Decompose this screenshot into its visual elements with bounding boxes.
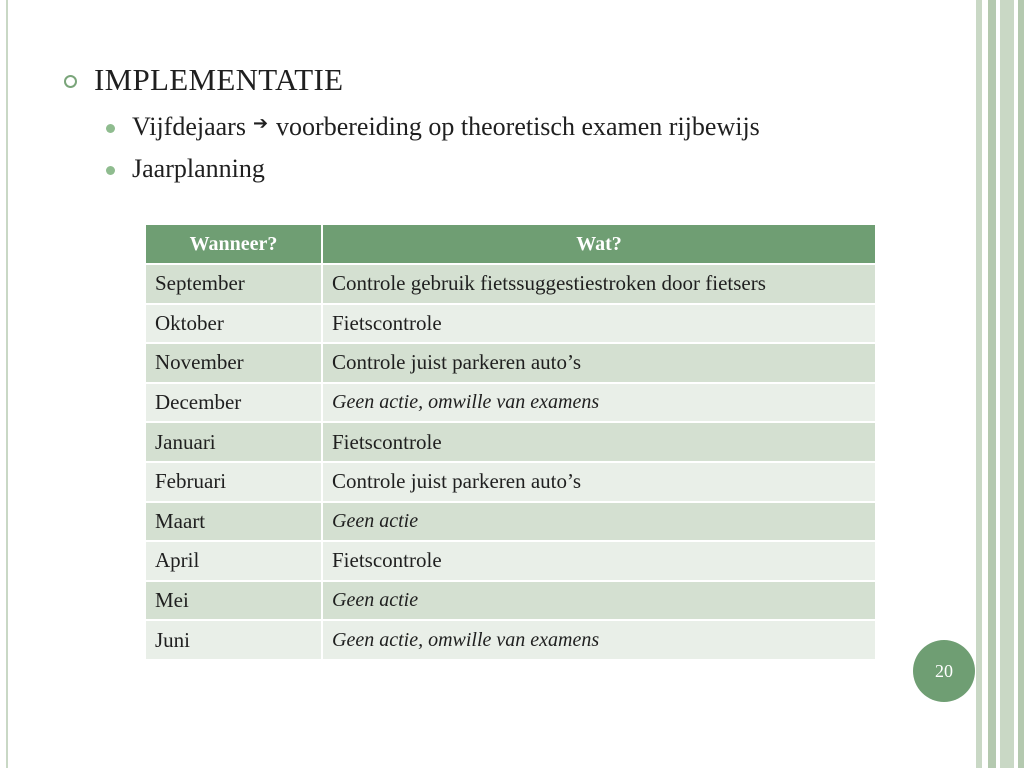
- slide-heading: IMPLEMENTATIE: [94, 62, 344, 97]
- year-planning-table: [144, 223, 877, 661]
- column-header-when: Wanneer?: [145, 224, 322, 264]
- cell-month: November: [145, 343, 322, 383]
- table-row: [145, 304, 876, 344]
- cell-month: Februari: [145, 462, 322, 502]
- table-body: [145, 264, 876, 660]
- cell-activity: Controle juist parkeren auto’s: [322, 462, 876, 502]
- cell-activity: Fietscontrole: [322, 422, 876, 462]
- bullet-item-jaarplanning: [106, 154, 265, 184]
- cell-month: Maart: [145, 502, 322, 542]
- cell-activity: Geen actie, omwille van examens: [322, 620, 876, 660]
- cell-activity: Geen actie: [322, 502, 876, 542]
- table-row: [145, 422, 876, 462]
- bullet-item-vijfdejaars: [106, 112, 760, 142]
- stripe: [1018, 0, 1024, 768]
- bullet-text-before-arrow: Vijfdejaars: [132, 112, 246, 141]
- cell-month: September: [145, 264, 322, 304]
- ring-bullet-icon: [64, 75, 77, 88]
- table-row: [145, 383, 876, 423]
- table-header-row: [145, 224, 876, 264]
- table-row: [145, 343, 876, 383]
- cell-activity: Fietscontrole: [322, 541, 876, 581]
- stripe: [1000, 0, 1014, 768]
- table-row: [145, 541, 876, 581]
- cell-activity: Geen actie: [322, 581, 876, 621]
- cell-activity: Controle gebruik fietssuggestiestroken door fietsers: [322, 264, 876, 304]
- table-row: [145, 462, 876, 502]
- cell-month: Januari: [145, 422, 322, 462]
- dot-bullet-icon: [106, 124, 115, 133]
- dot-bullet-icon: [106, 166, 115, 175]
- heading-bullet: [64, 62, 343, 98]
- cell-month: December: [145, 383, 322, 423]
- table-row: [145, 620, 876, 660]
- cell-activity: Controle juist parkeren auto’s: [322, 343, 876, 383]
- cell-activity: Geen actie, omwille van examens: [322, 383, 876, 423]
- stripe: [988, 0, 996, 768]
- right-arrow-icon: ➔: [252, 112, 269, 134]
- column-header-what: Wat?: [322, 224, 876, 264]
- cell-activity: Fietscontrole: [322, 304, 876, 344]
- cell-month: April: [145, 541, 322, 581]
- table-row: [145, 264, 876, 304]
- table-row: [145, 581, 876, 621]
- right-decorative-stripes: [976, 0, 1024, 768]
- slide-left-border: [6, 0, 8, 768]
- cell-month: Mei: [145, 581, 322, 621]
- bullet-text-after-arrow: voorbereiding op theoretisch examen rijbewijs: [276, 112, 760, 141]
- cell-month: Juni: [145, 620, 322, 660]
- cell-month: Oktober: [145, 304, 322, 344]
- table-row: [145, 502, 876, 542]
- page-number-badge: 20: [913, 640, 975, 702]
- bullet-text: Jaarplanning: [132, 154, 265, 183]
